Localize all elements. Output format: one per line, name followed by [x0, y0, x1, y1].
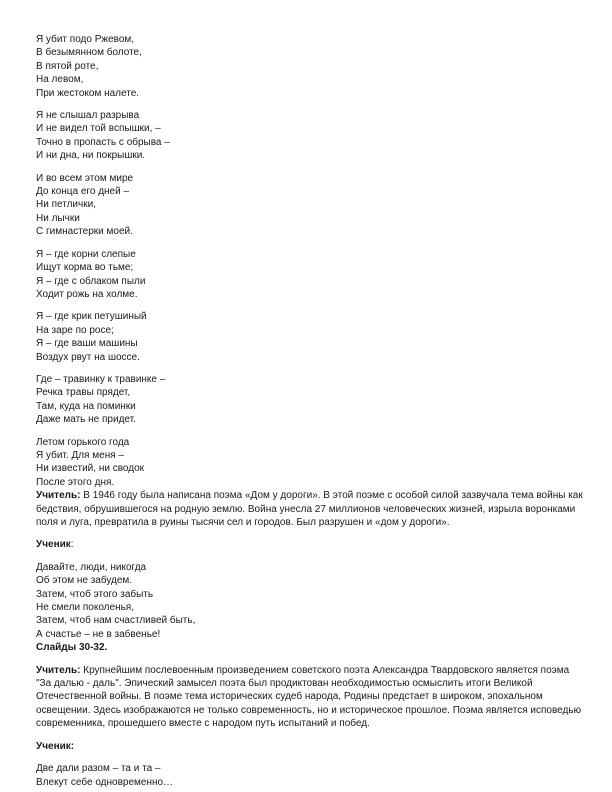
poem-line: Затем, чтоб нам счастливей быть,: [36, 615, 196, 627]
poem-line: На левом,: [36, 74, 84, 86]
teacher-text: Крупнейшим послевоенным произведением советского поэта Александра Твардовского является поэма "За далью - даль". Эпический замысел поэта был продиктован необходимостью осмыслить итоги Великой Отечественной войны. В поэме тема исторических судеб народа, Родины предстает в широком, эпохальном освещении. Здесь изображаются не только современность, но и историческое прошлое. Поэма является исповедью современника, прошедшего вместе с народом путь испытаний и побед.: [36, 664, 582, 730]
teacher-text: В 1946 году была написана поэма «Дом у дороги». В этой поэме с особой силой зазвучала тема войны как бедствия, обрушившегося на родную землю. Война унесла 27 миллионов человеческих жизней, изрыла воронками поля и луга, превратила в руины тысячи сел и городов. Был разрушен и «дом у дороги».: [36, 490, 583, 528]
poem-line: При жестоком налете.: [36, 87, 140, 99]
poem-line: Я – где ваши машины: [36, 338, 138, 350]
poem-davayte-lyudi: [36, 561, 584, 641]
teacher-label: Учитель:: [36, 664, 81, 676]
poem-line: И не видел той вспышки, –: [36, 123, 161, 135]
poem-line: Не смели поколенья,: [36, 602, 134, 614]
poem-line: Речка травы прядет,: [36, 387, 131, 399]
poem-line: Я не слышал разрыва: [36, 110, 140, 122]
poem-line: В безымянном болоте,: [36, 47, 142, 59]
teacher-paragraph-2: [36, 664, 584, 731]
poem-line: Ни петлички,: [36, 199, 96, 211]
poem-line: Летом горького года: [36, 436, 130, 448]
slides-heading: Слайды 30-32.: [36, 642, 108, 654]
poem-line: Я убит подо Ржевом,: [36, 34, 135, 45]
student-label: Ученик:: [36, 740, 75, 752]
poem-line: На заре по росе;: [36, 324, 114, 336]
student-heading-2: [36, 740, 584, 753]
poem-line: Воздух рвут на шоссе.: [36, 351, 140, 363]
poem-line: Об этом не забудем.: [36, 575, 133, 587]
stanza-2: [36, 109, 584, 163]
document-page: [36, 33, 584, 789]
poem-line: Давайте, люди, никогда: [36, 561, 147, 573]
poem-line: Ни лычки: [36, 212, 80, 224]
teacher-label: Учитель:: [36, 490, 81, 502]
poem-dve-dali: [36, 762, 584, 789]
poem-line: Я – где крик петушиный: [36, 311, 147, 323]
poem-line: И ни дна, ни покрышки.: [36, 150, 146, 162]
student-label: Ученик: [36, 539, 71, 551]
poem-ya-ubit: [36, 33, 584, 489]
poem-line: Там, куда на поминки: [36, 400, 136, 412]
stanza-7: [36, 436, 584, 490]
poem-line: После этого дня.: [36, 476, 115, 488]
poem-line: Ни известий, ни сводок: [36, 463, 145, 475]
stanza-6: [36, 373, 584, 427]
poem-line: Где – травинку к травинке –: [36, 373, 166, 385]
student-heading-1: [36, 538, 584, 551]
poem-line: До конца его дней –: [36, 186, 130, 198]
poem-line: Я – где корни слепые: [36, 248, 136, 260]
poem-line: В пятой роте,: [36, 60, 99, 72]
poem-line: А счастье – не в забвенье!: [36, 628, 161, 640]
poem-line: Точно в пропасть с обрыва –: [36, 136, 170, 148]
poem-line: Затем, чтоб этого забыть: [36, 588, 154, 600]
poem-line: Даже мать не придет.: [36, 414, 136, 426]
poem-line: С гимнастерки моей.: [36, 226, 133, 238]
stanza-1: [36, 33, 584, 100]
student-colon: :: [70, 539, 74, 551]
poem-line: Влекут себе одновременно…: [36, 776, 174, 788]
poem-line: И во всем этом мире: [36, 172, 134, 184]
poem-line: Я – где с облаком пыли: [36, 275, 146, 287]
poem-line: Две дали разом – та и та –: [36, 763, 161, 775]
poem-line: Ходит рожь на холме.: [36, 288, 138, 300]
stanza-3: [36, 172, 584, 239]
teacher-paragraph-1: [36, 489, 584, 529]
poem-line: Я убит. Для меня –: [36, 449, 124, 461]
poem-line: Ищут корма во тьме;: [36, 262, 134, 274]
stanza-4: [36, 248, 584, 302]
stanza-5: [36, 310, 584, 364]
